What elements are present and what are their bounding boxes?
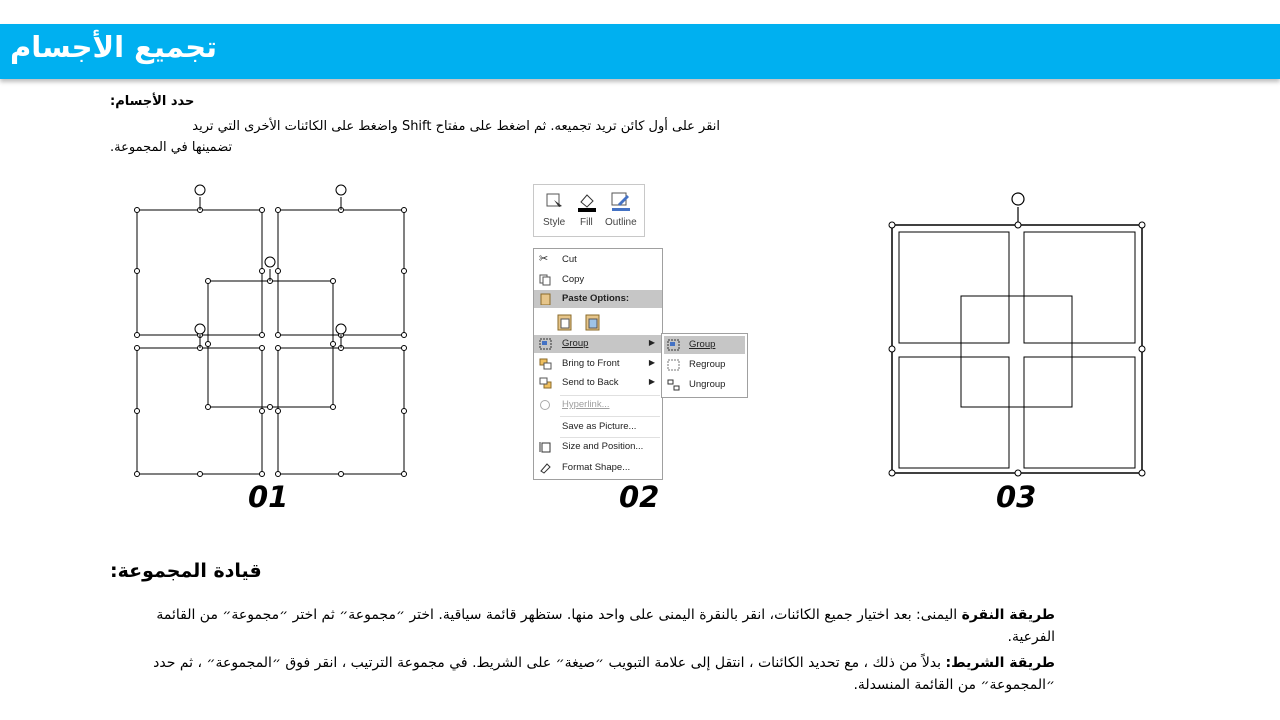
menu-item-send-to-back[interactable]: Send to Back ▶ bbox=[534, 374, 662, 392]
right-click-method-title: طريقة النقرة bbox=[961, 607, 1055, 623]
regroup-icon bbox=[667, 359, 680, 371]
scissors-icon: ✂ bbox=[539, 253, 549, 265]
menu-item-size-and-position[interactable]: Size and Position... bbox=[534, 438, 662, 456]
rotate-handle-icon bbox=[1012, 193, 1024, 222]
group-icon bbox=[667, 339, 680, 351]
paste-picture-icon[interactable] bbox=[584, 312, 602, 332]
select-line-1: انقر على أول كائن تريد تجميعه. ثم اضغط على مفتاح Shift واضغط على الكائنات الأخرى التي تريد bbox=[192, 119, 720, 134]
outline-pen-icon[interactable] bbox=[610, 190, 632, 212]
fill-bucket-icon[interactable] bbox=[576, 190, 598, 212]
figure-label-02: 02 bbox=[619, 480, 660, 514]
ungroup-icon bbox=[667, 379, 680, 391]
paste-options-row bbox=[534, 311, 662, 333]
selection-handles bbox=[135, 208, 407, 477]
submenu-arrow-icon: ▶ bbox=[648, 377, 655, 386]
ribbon-method-text: بدلاً من ذلك ، مع تحديد الكائنات ، انتقل إلى علامة التبويب ״صيغة״ على الشريط. في مجموعة الترتيب ، انقر فوق ״المجموعة״ ، ثم حدد ״المجموعة״ من القائمة المنسدلة. bbox=[153, 655, 1055, 693]
menu-item-cut[interactable]: ✂ Cut bbox=[539, 253, 577, 265]
format-ribbon-group bbox=[533, 184, 645, 237]
style-button[interactable]: Style bbox=[543, 217, 566, 228]
figure-label-01: 01 bbox=[248, 480, 289, 514]
select-instructions bbox=[110, 116, 720, 158]
menu-separator bbox=[560, 416, 660, 417]
select-heading: حدد الأجسام: bbox=[110, 94, 195, 109]
rotate-handle-icon bbox=[195, 185, 346, 348]
group-icon bbox=[539, 338, 552, 350]
outline-button[interactable]: Outline bbox=[605, 217, 637, 228]
lead-group-heading: قيادة المجموعة: bbox=[110, 560, 262, 582]
size-position-icon bbox=[539, 441, 552, 453]
group-submenu bbox=[661, 333, 748, 398]
submenu-arrow-icon: ▶ bbox=[648, 338, 655, 347]
ribbon-method-paragraph bbox=[110, 652, 1055, 696]
figure-label-03: 03 bbox=[996, 480, 1037, 514]
menu-paste-options-header: Paste Options: bbox=[534, 290, 662, 308]
menu-item-format-shape[interactable]: Format Shape... bbox=[534, 459, 662, 477]
right-click-method-text: اليمنى: بعد اختيار جميع الكائنات، انقر بالنقرة اليمنى على واحد منها. ستظهر قائمة سياقية. اختر ״مجموعة״ ثم اختر ״مجموعة״ من القائمة الفرعية. bbox=[156, 607, 1055, 645]
group-selection-handles bbox=[889, 222, 1145, 476]
submenu-item-regroup[interactable]: Regroup bbox=[664, 356, 745, 374]
select-line-2: تضمينها في المجموعة. bbox=[110, 140, 233, 155]
figure-03-grouped-shapes bbox=[880, 185, 1155, 485]
format-shape-icon bbox=[539, 462, 552, 474]
menu-item-bring-to-front[interactable]: Bring to Front ▶ bbox=[534, 355, 662, 373]
figure-01-selected-shapes bbox=[120, 175, 430, 485]
title-bar bbox=[0, 24, 1280, 79]
ribbon-method-title: طريقة الشريط: bbox=[945, 655, 1055, 671]
hyperlink-icon bbox=[539, 399, 552, 411]
send-to-back-icon bbox=[539, 377, 552, 389]
copy-icon bbox=[539, 274, 552, 286]
paste-keep-format-icon[interactable] bbox=[556, 312, 574, 332]
clipboard-icon bbox=[539, 293, 552, 305]
menu-item-save-as-picture[interactable]: Save as Picture... bbox=[562, 421, 637, 432]
bring-to-front-icon bbox=[539, 358, 552, 370]
fill-button[interactable]: Fill bbox=[580, 217, 593, 228]
menu-item-copy[interactable]: Copy bbox=[534, 271, 662, 289]
submenu-arrow-icon: ▶ bbox=[648, 358, 655, 367]
submenu-item-ungroup[interactable]: Ungroup bbox=[664, 376, 745, 394]
right-click-method-paragraph bbox=[110, 604, 1055, 648]
shape-style-icon[interactable] bbox=[544, 190, 566, 212]
submenu-item-group[interactable]: Group bbox=[664, 336, 745, 354]
menu-item-hyperlink: Hyperlink... bbox=[534, 396, 662, 414]
context-menu bbox=[533, 248, 663, 480]
page-title: تجميع الأجسام bbox=[10, 30, 218, 64]
menu-item-group[interactable]: Group ▶ bbox=[534, 335, 662, 353]
